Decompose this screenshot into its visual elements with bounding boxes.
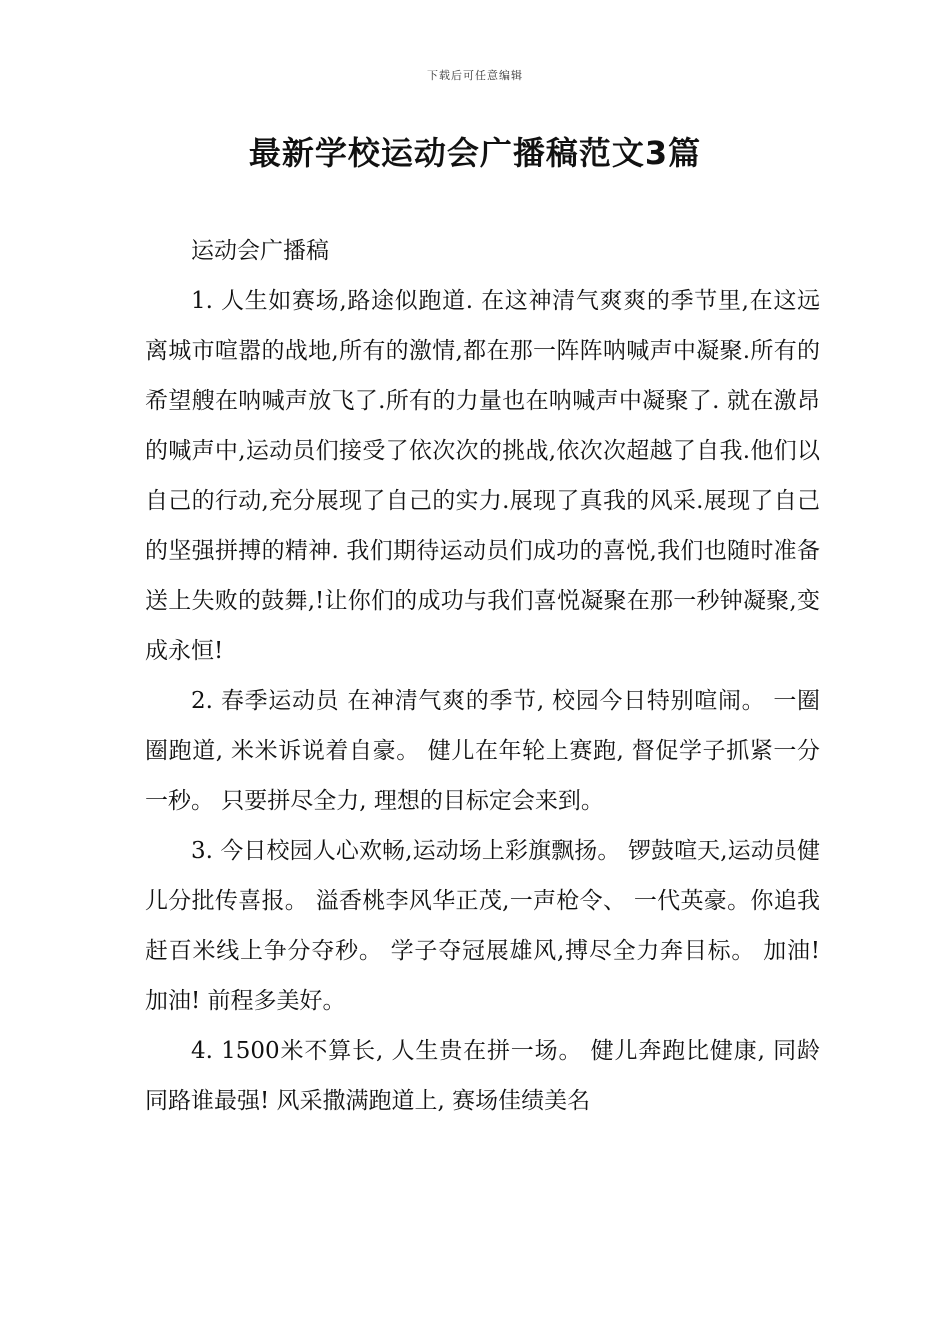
document-title: 最新学校运动会广播稿范文3篇	[248, 134, 702, 172]
paragraph-4: 4. 1500米不算长, 人生贵在拼一场。 健儿奔跑比健康, 同龄同路谁最强! 风采撒满跑道上, 赛场佳绩美名	[145, 1038, 820, 1114]
section-heading: 运动会广播稿	[191, 238, 329, 264]
document-body	[145, 226, 820, 1126]
paragraph-3: 3. 今日校园人心欢畅,运动场上彩旗飘扬。 锣鼓喧天,运动员健儿分批传喜报。 溢香桃李风华正茂,一声枪令、 一代英豪。你追我赶百米线上争分夺秒。 学子夺冠展雄风,搏尽全力奔目标。 加油!加油! 前程多美好。	[145, 838, 820, 1014]
header-note: 下载后可任意编辑	[427, 69, 523, 82]
paragraph-1: 1. 人生如赛场,路途似跑道. 在这神清气爽爽的季节里,在这远离城市喧嚣的战地,所有的激情,都在那一阵阵呐喊声中凝聚.所有的希望艘在呐喊声放飞了.所有的力量也在呐喊声中凝聚了. 就在激昂的喊声中,运动员们接受了依次次的挑战,依次次超越了自我.他们以自己的行动,充分展现了自己的实力.展现了真我的风采.展现了自己的坚强拼搏的精神. 我们期待运动员们成功的喜悦,我们也随时准备送上失败的鼓舞,!让你们的成功与我们喜悦凝聚在那一秒钟凝聚,变成永恒!	[145, 288, 820, 664]
paragraph-2: 2. 春季运动员 在神清气爽的季节, 校园今日特别喧闹。 一圈圈跑道, 米米诉说着自豪。 健儿在年轮上赛跑, 督促学子抓紧一分一秒。 只要拼尽全力, 理想的目标定会来到。	[145, 688, 820, 814]
